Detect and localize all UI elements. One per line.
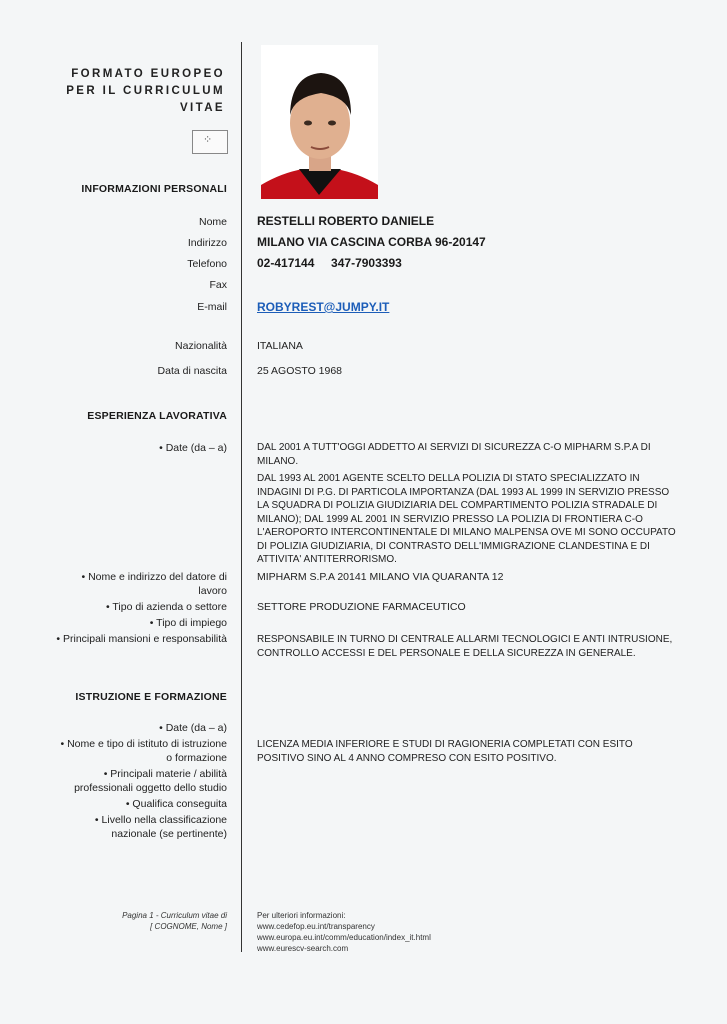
value-indirizzo: MILANO VIA CASCINA CORBA 96-20147 <box>257 235 486 249</box>
work-date-text-2: DAL 1993 AL 2001 AGENTE SCELTO DELLA POLIZIA DI STATO SPECIALIZZATO IN INDAGINI DI P.G. DI PARTICOLA IMPORTANZA (DAL 1993 AL 1999 IN SERVIZIO PRESSO LA SQUADRA DI POLIZIA GIUDIZIARIA DEL COMPARTIMENTO POLIZIA STRADALE DI MILANO); DAL 1999 AL 2001 IN SERVIZIO PRESSO LA POLIZIA DI FRONTIERA C-O L'AEROPORTO INTERCONTINENTALE DI MILANO MALPENSA OVE MI SONO OCCUPATO DI POLIZIA GIUDIZIARIA, DI CONTRASTO DELL'IMMIGRAZIONE CLANDESTINA E DI ATTIVITA' ANTITERRORISMO. <box>257 473 676 565</box>
label-indirizzo: Indirizzo <box>187 237 227 249</box>
label-datore-2: lavoro <box>198 585 227 597</box>
section-education: ISTRUZIONE E FORMAZIONE <box>75 691 227 703</box>
label-work-date: • Date (da – a) <box>159 442 227 454</box>
footer-link-europa[interactable]: www.europa.eu.int/comm/education/index_it.html <box>257 933 431 942</box>
label-impiego: • Tipo di impiego <box>149 617 227 629</box>
label-nazionalita: Nazionalità <box>175 340 227 352</box>
footer-info-label: Per ulteriori informazioni: <box>257 911 346 920</box>
email-link[interactable]: ROBYREST@JUMPY.IT <box>257 300 390 314</box>
value-mansioni: RESPONSABILE IN TURNO DI CENTRALE ALLARMI TECNOLOGICI E ANTI INTRUSIONE, CONTROLLO ACCESSI E DEL PERSONALE E DELLA SICUREZZA IN GENERALE. <box>257 634 673 659</box>
label-istituto-2: o formazione <box>166 752 227 764</box>
label-livello-1: • Livello nella classificazione <box>94 814 227 826</box>
header-line-1: FORMATO EUROPEO <box>71 68 225 80</box>
label-fax: Fax <box>209 279 227 291</box>
header-line-3: VITAE <box>179 102 225 114</box>
value-telefono: 02-417144 347-7903393 <box>257 256 402 270</box>
header-line-2: PER IL CURRICULUM <box>66 85 225 97</box>
label-istituto-1: • Nome e tipo di istituto di istruzione <box>60 738 227 750</box>
label-materie-2: professionali oggetto dello studio <box>74 782 227 794</box>
footer-link-eurescv[interactable]: www.eurescv-search.com <box>257 944 349 951</box>
value-nazionalita: ITALIANA <box>257 340 303 352</box>
label-materie-1: • Principali materie / abilità <box>103 768 227 780</box>
eu-flag-icon: ⁘ <box>192 130 228 154</box>
footer-name-placeholder: [ COGNOME, Nome ] <box>150 922 227 931</box>
label-datore-1: • Nome e indirizzo del datore di <box>81 571 227 583</box>
label-mansioni: • Principali mansioni e responsabilità <box>56 633 227 645</box>
value-azienda: SETTORE PRODUZIONE FARMACEUTICO <box>257 601 466 613</box>
label-qualifica: • Qualifica conseguita <box>125 798 227 810</box>
label-email: E-mail <box>197 301 227 313</box>
footer-page-label: Pagina 1 - Curriculum vitae di <box>122 911 227 920</box>
value-datore: MIPHARM S.P.A 20141 MILANO VIA QUARANTA 12 <box>257 571 504 583</box>
column-divider <box>241 42 242 952</box>
label-telefono: Telefono <box>187 258 227 270</box>
label-data-nascita: Data di nascita <box>157 365 227 377</box>
label-azienda: • Tipo di azienda o settore <box>105 601 227 613</box>
work-date-text: DAL 2001 A TUTT'OGGI ADDETTO AI SERVIZI DI SICUREZZA C-O MIPHARM S.P.A DI MILANO. <box>257 442 651 467</box>
profile-photo <box>261 45 378 199</box>
label-nome: Nome <box>198 216 227 228</box>
value-nome: RESTELLI ROBERTO DANIELE <box>257 214 435 228</box>
value-data-nascita: 25 AGOSTO 1968 <box>257 365 343 377</box>
value-istituto: LICENZA MEDIA INFERIORE E STUDI DI RAGIONERIA COMPLETATI CON ESITO POSITIVO SINO AL 4 ANNO COMPRESO CON ESITO POSITIVO. <box>257 739 633 764</box>
label-livello-2: nazionale (se pertinente) <box>111 828 227 840</box>
section-work-experience: ESPERIENZA LAVORATIVA <box>87 410 227 422</box>
section-personal-info: INFORMAZIONI PERSONALI <box>81 183 227 195</box>
label-edu-date: • Date (da – a) <box>159 722 227 734</box>
footer-link-cedefop[interactable]: www.cedefop.eu.int/transparency <box>257 922 375 931</box>
